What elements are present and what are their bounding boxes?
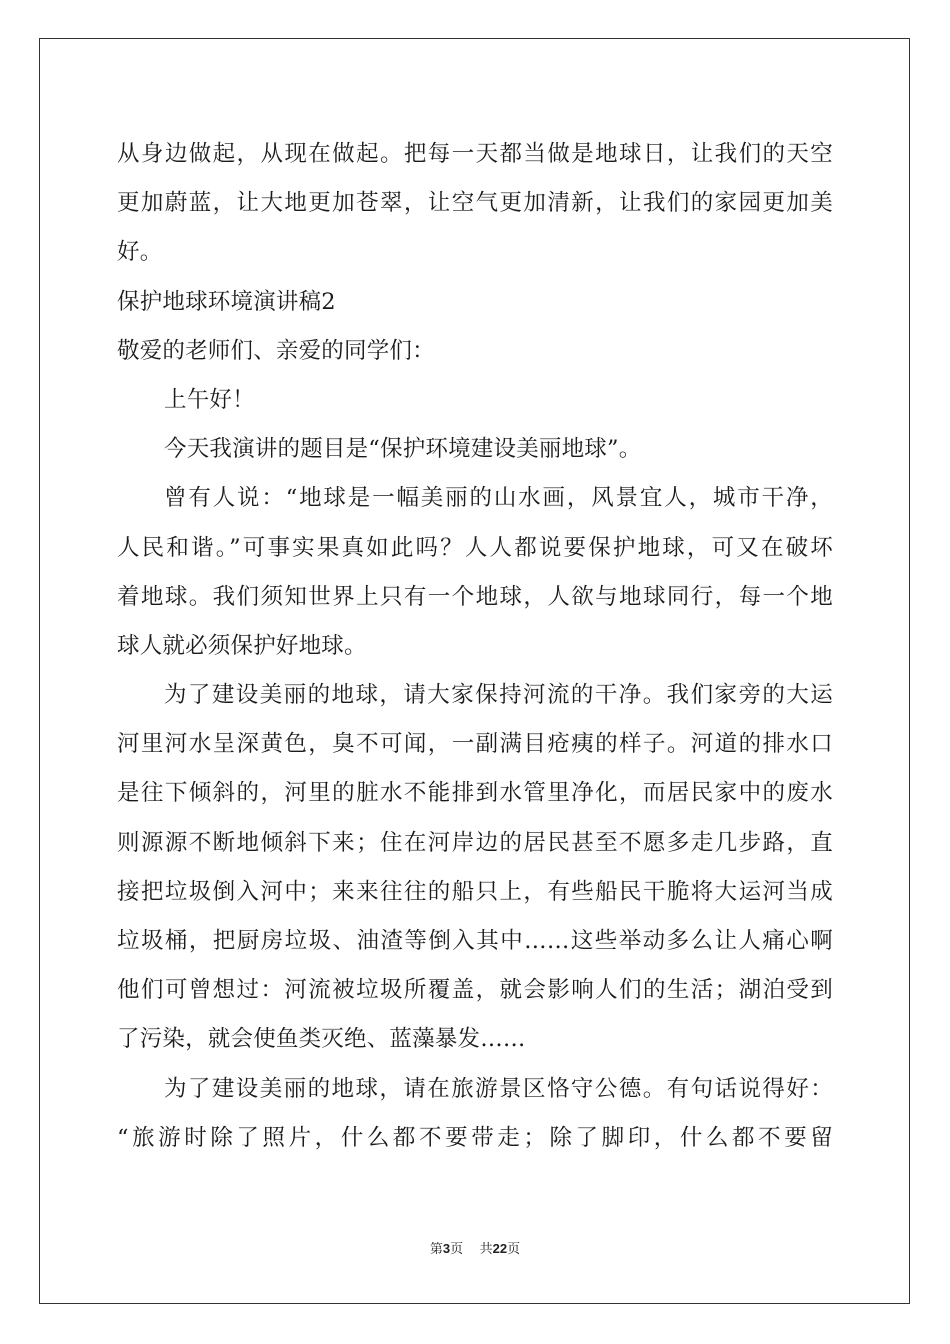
text-line: 从身边做起，从现在做起。把每一天都当做是地球日，让我们的天空 xyxy=(117,141,833,167)
text-line: 曾有人说：“地球是一幅美丽的山水画，风景宜人，城市干净， xyxy=(164,485,833,512)
text-line: 为了建设美丽的地球，请大家保持河流的干净。我们家旁的大运 xyxy=(164,682,833,709)
text-line: 是往下倾斜的，河里的脏水不能排到水管里净化，而居民家中的废水 xyxy=(117,780,833,807)
text-line: 更加蔚蓝，让大地更加苍翠，让空气更加清新，让我们的家园更加美 xyxy=(117,190,833,217)
page-footer xyxy=(0,1240,950,1259)
text-line: 河里河水呈深黄色，臭不可闻，一副满目疮痍的样子。河道的排水口 xyxy=(117,731,833,758)
text-line: 保护地球环境演讲稿2 xyxy=(117,288,336,315)
text-line: 今天我演讲的题目是“保护环境建设美丽地球”。 xyxy=(164,436,642,463)
text-line: 则源源不断地倾斜下来；住在河岸边的居民甚至不愿多走几步路，直 xyxy=(117,829,833,856)
text-line: 球人就必须保护好地球。 xyxy=(117,632,367,659)
text-line: 人民和谐。”可事实果真如此吗？人人都说要保护地球，可又在破坏 xyxy=(117,534,833,561)
text-line: 着地球。我们须知世界上只有一个地球，人欲与地球同行，每一个地 xyxy=(117,583,833,610)
text-line: 上午好！ xyxy=(164,386,255,413)
total-pages: 22 xyxy=(492,1241,508,1256)
page-number: 3 xyxy=(442,1241,451,1256)
text-line: 敬爱的老师们、亲爱的同学们： xyxy=(117,337,435,364)
page-prefix: 第 xyxy=(429,1242,443,1257)
text-line: 垃圾桶，把厨房垃圾、油渣等倒入其中……这些举动多么让人痛心啊 xyxy=(117,928,833,954)
text-line: 好。 xyxy=(117,239,163,266)
total-suffix: 页 xyxy=(507,1242,521,1257)
text-line: 为了建设美丽的地球，请在旅游景区恪守公德。有句话说得好： xyxy=(164,1075,833,1102)
page-suffix: 页 xyxy=(450,1242,464,1257)
document-body xyxy=(117,130,833,1163)
total-prefix: 共 xyxy=(479,1242,493,1257)
text-line: “旅游时除了照片，什么都不要带走；除了脚印，什么都不要留 xyxy=(117,1124,833,1151)
text-line: 接把垃圾倒入河中；来来往往的船只上，有些船民干脆将大运河当成 xyxy=(117,878,833,905)
text-line: 他们可曾想过：河流被垃圾所覆盖，就会影响人们的生活；湖泊受到 xyxy=(117,977,833,1004)
text-line: 了污染，就会使鱼类灭绝、蓝藻暴发…… xyxy=(117,1026,526,1053)
